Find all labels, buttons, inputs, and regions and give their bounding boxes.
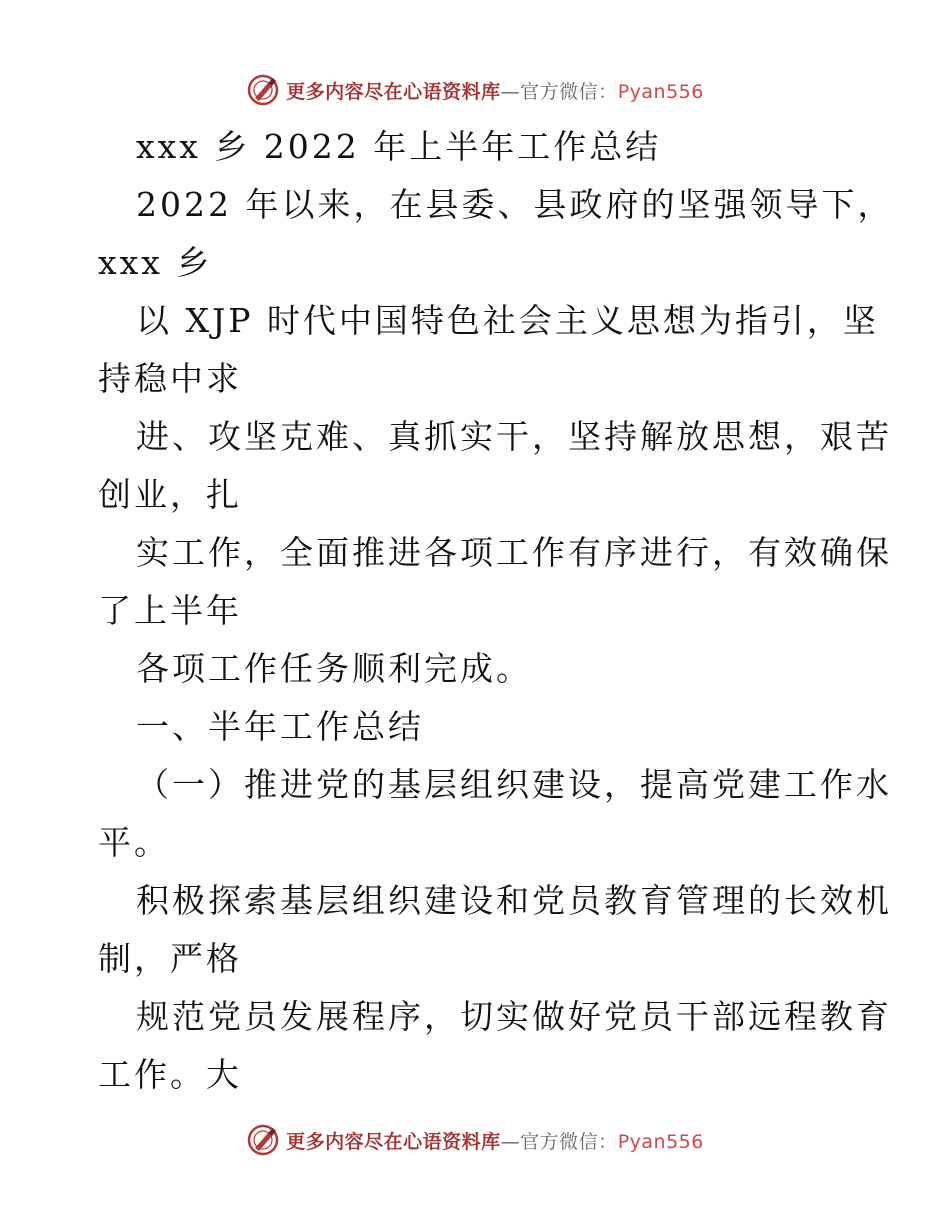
watermark-prefix: 更多内容尽在心语资料库 [286, 80, 501, 103]
subsection-heading: （一）推进党的基层组织建设，提高党建工作水 [136, 765, 892, 804]
watermark-prefix: 更多内容尽在心语资料库 [286, 1130, 501, 1153]
text-line: 制，严格 [98, 939, 242, 978]
text-line: 实工作，全面推进各项工作有序进行，有效确保 [136, 533, 892, 572]
watermark-handle: Pyan556 [617, 1130, 704, 1153]
section-heading: 一、半年工作总结 [136, 707, 424, 746]
text-line: 平。 [98, 823, 170, 862]
watermark-dash: — [500, 1130, 521, 1153]
watermark-dash: — [500, 80, 521, 103]
text-line: 各项工作任务顺利完成。 [136, 649, 532, 688]
text-line: xxx 乡 [98, 243, 213, 282]
text-line: 工作。大 [98, 1055, 242, 1094]
watermark-label: 官方微信： [520, 1130, 618, 1153]
text-line: 创业，扎 [98, 475, 242, 514]
text-line: 持稳中求 [98, 359, 242, 398]
footer-watermark-banner [0, 1120, 950, 1160]
pen-nib-seal-icon [246, 1123, 280, 1157]
watermark-label: 官方微信： [520, 80, 618, 103]
watermark-text [286, 77, 704, 104]
text-line: 2022 年以来，在县委、县政府的坚强领导下， [136, 185, 894, 224]
header-watermark-banner [0, 70, 950, 110]
document-body [98, 118, 894, 1104]
pen-nib-seal-icon [246, 73, 280, 107]
watermark-handle: Pyan556 [617, 80, 704, 103]
text-line: 进、攻坚克难、真抓实干，坚持解放思想，艰苦 [136, 417, 892, 456]
document-title: xxx 乡 2022 年上半年工作总结 [136, 127, 662, 166]
text-line: 积极探索基层组织建设和党员教育管理的长效机 [136, 881, 892, 920]
text-line: 以 XJP 时代中国特色社会主义思想为指引，坚 [136, 301, 879, 340]
text-line: 了上半年 [98, 591, 242, 630]
text-line: 规范党员发展程序，切实做好党员干部远程教育 [136, 997, 892, 1036]
watermark-text [286, 1127, 704, 1154]
